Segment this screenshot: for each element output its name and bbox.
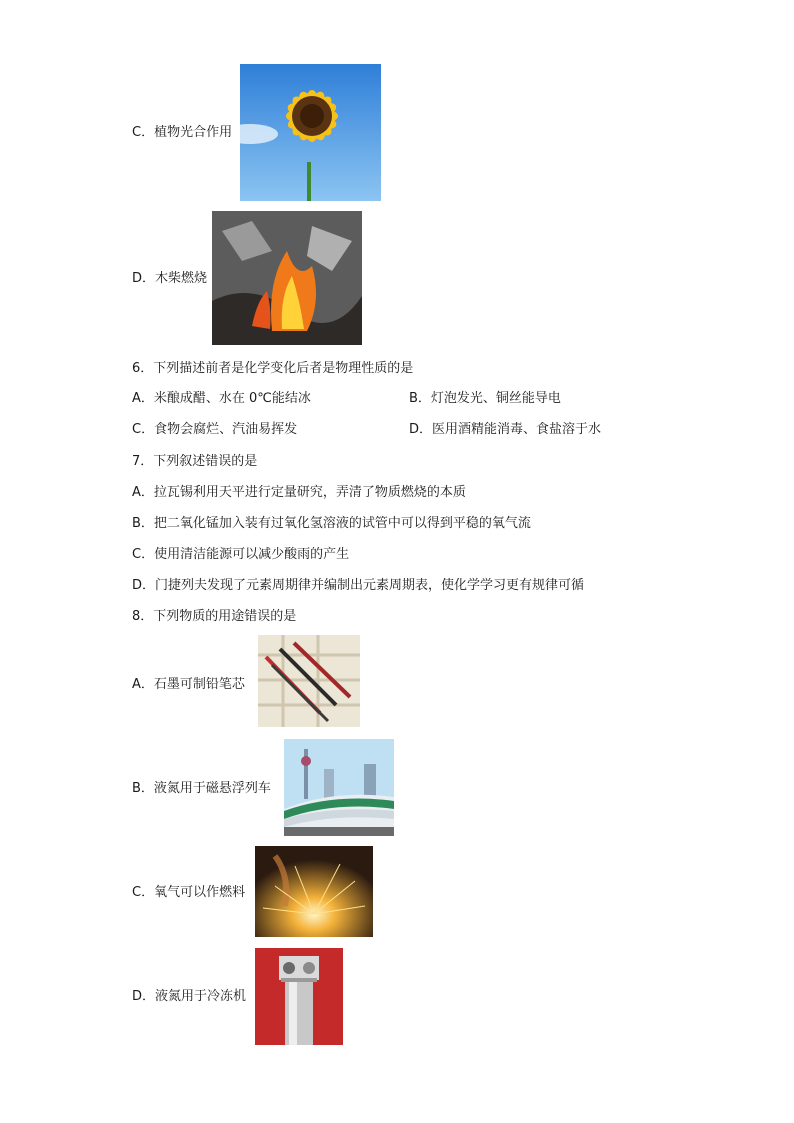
question-8-stem: 8．下列物质的用途错误的是: [132, 609, 297, 624]
sunflower-image: [240, 64, 381, 201]
option-5c-label: C．植物光合作用: [132, 125, 233, 140]
option-7d: D．门捷列夫发现了元素周期律并编制出元素周期表，使化学学习更有规律可循: [132, 578, 585, 593]
welding-sparks-illustration: [255, 846, 373, 937]
option-6c: C．食物会腐烂、汽油易挥发: [132, 422, 298, 437]
cryogenic-freezer-illustration: [255, 948, 343, 1045]
question-7-stem: 7．下列叙述错误的是: [132, 454, 258, 469]
sparks-image: [255, 846, 373, 937]
option-6a: A．米酿成醋、水在 0℃能结冰: [132, 391, 311, 406]
sunflower-illustration: [240, 64, 381, 201]
option-6b: B．灯泡发光、铜丝能导电: [409, 391, 561, 406]
freezer-image: [255, 948, 343, 1045]
option-5d-label: D．木柴燃烧: [132, 271, 208, 286]
option-8c-label: C．氧气可以作燃料: [132, 885, 246, 900]
pencil-leads-illustration: [258, 635, 360, 727]
option-7a: A．拉瓦锡利用天平进行定量研究，弄清了物质燃烧的本质: [132, 485, 466, 500]
question-6-stem: 6．下列描述前者是化学变化后者是物理性质的是: [132, 361, 414, 376]
option-8d-label: D．液氮用于冷冻机: [132, 989, 247, 1004]
option-6d: D．医用酒精能消毒、食盐溶于水: [409, 422, 602, 437]
option-8b-label: B．液氮用于磁悬浮列车: [132, 781, 271, 796]
option-7b: B．把二氧化锰加入装有过氧化氢溶液的试管中可以得到平稳的氧气流: [132, 516, 531, 531]
burning-wood-illustration: [212, 211, 362, 345]
maglev-train-illustration: [284, 739, 394, 836]
train-image: [284, 739, 394, 836]
option-7c: C．使用清洁能源可以减少酸雨的产生: [132, 547, 350, 562]
option-8a-label: A．石墨可制铅笔芯: [132, 677, 245, 692]
fire-image: [212, 211, 362, 345]
pencil-image: [258, 635, 360, 727]
